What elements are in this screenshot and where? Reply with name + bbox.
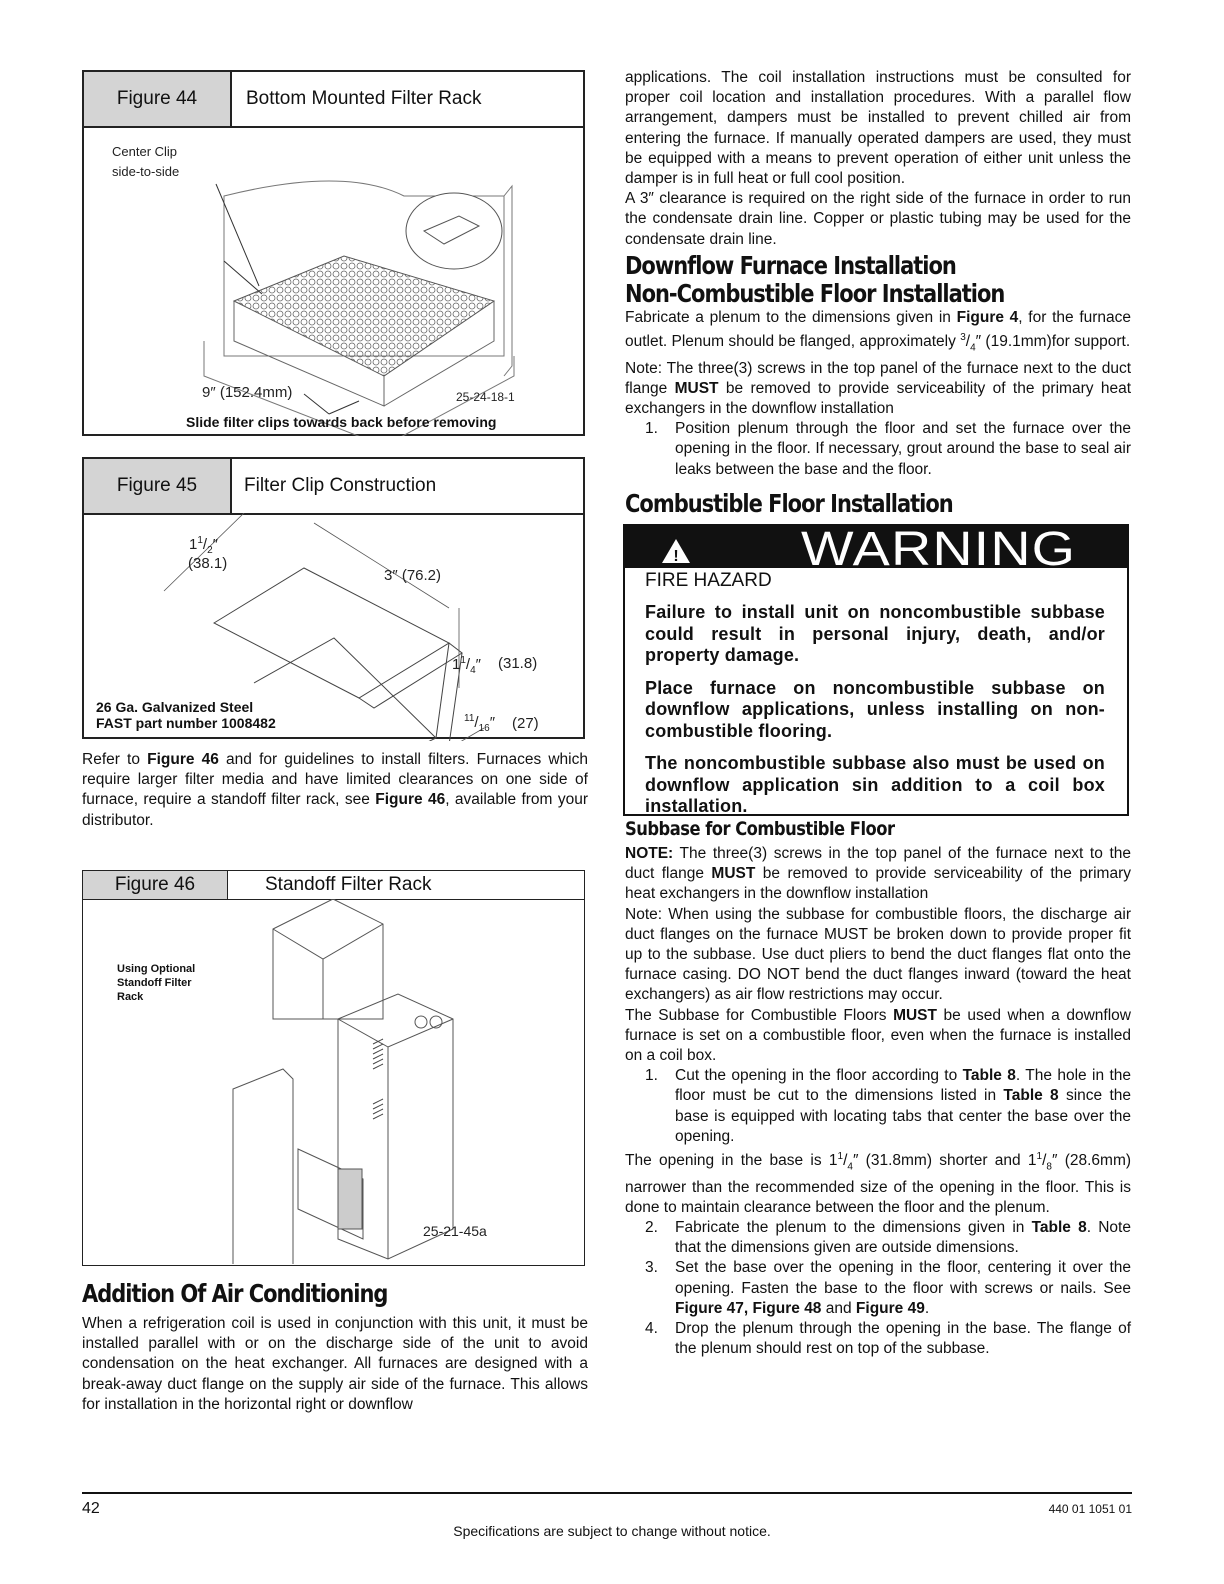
doc-number: 440 01 1051 01 — [1048, 1502, 1132, 1516]
dim-27: (27) — [512, 715, 539, 732]
heading-air-conditioning: Addition Of Air Conditioning — [82, 1279, 388, 1308]
standoff-filter-rack-drawing — [83, 899, 583, 1264]
footer-rule — [82, 1492, 1132, 1494]
air-conditioning-paragraph: When a refrigeration coil is used in conjunction with this unit, it must be installed parallel with or on the discharge side of the unit to avoid condensation on the heat exchanger. All furnaces are designed with a break-away duct flange on the supply air side of the furnace. This allows for installation in the horizontal right or downflow — [82, 1315, 588, 1413]
figure-44-tab: Figure 44 — [84, 72, 232, 126]
fabricate-paragraph: Fabricate a plenum to the dimensions given in Figure 4, for the furnace outlet. Plenum should be flanged, approximately $^3/_4''$ (19.1mm)for support. — [625, 309, 1132, 354]
figure-46-tab: Figure 46 — [83, 871, 228, 899]
fire-hazard-warning — [623, 524, 1129, 816]
svg-text:!: ! — [673, 548, 679, 564]
note-subbase-screws: NOTE: The three(3) screws in the top panel of the furnace next to the duct flange MUST be removed to provide serviceability of the primary heat exchangers in the downflow installation — [625, 845, 1131, 903]
subbase-step-2: 2. Fabricate the plenum to the dimensions given in Table 8. Note that the dimensions given are outside dimensions. — [645, 1218, 1131, 1257]
figure-44 — [82, 70, 585, 436]
note-duct-flanges: Note: When using the subbase for combustible floors, the discharge air duct flanges on the furnace MUST be broken down to provide proper fit up to the subbase. Use duct pliers to bend the duct flanges flat onto the furnace casing. DO NOT bend the duct flanges inward (toward the heat exchangers) as air flow restrictions may occur. — [625, 905, 1131, 1004]
figure-45-title: Filter Clip Construction — [244, 475, 437, 496]
warning-triangle-icon — [661, 538, 691, 564]
warning-para-2: Place furnace on noncombustible subbase on downflow applications, unless installing on non-combustible flooring. — [645, 677, 1105, 741]
warning-para-1: Failure to install unit on noncombustible subbase could result in personal injury, death, and/or property damage. — [645, 602, 1105, 665]
heading-non-combustible: Non-Combustible Floor Installation — [625, 279, 1005, 308]
material-label: 26 Ga. Galvanized Steel — [96, 699, 254, 715]
figure-45-header — [84, 459, 583, 515]
figure-45 — [82, 457, 585, 739]
subbase-step-1: 1. Cut the opening in the floor according to Table 8. The hole in the floor must be cut to the dimensions listed in Table 8 since the base is equipped with locating tabs that center the base over the opening. — [645, 1067, 1131, 1145]
warning-para-3: The noncombustible subbase also must be used on downflow application sin addition to a coil box installation. — [645, 753, 1105, 816]
dim-eleven-sixteenths: $^{11}/_{16}''$ — [464, 713, 495, 734]
warning-word: WARNING — [801, 523, 1077, 576]
optional-rack-label-3: Rack — [117, 991, 144, 1003]
dim-38: (38.1) — [188, 555, 228, 572]
figure-44-caption: Slide filter clips towards back before removing — [186, 414, 497, 430]
page-number: 42 — [82, 1500, 100, 1517]
figure-46-header — [83, 871, 584, 900]
figure-46-title: Standoff Filter Rack — [265, 874, 432, 895]
note-screws-paragraph: Note: The three(3) screws in the top panel of the furnace next to the duct flange MUST be removed to provide serviceability of the primary heat exchangers in the downflow installation — [625, 359, 1131, 418]
figure-45-tab: Figure 45 — [84, 459, 232, 513]
figure-44-header — [84, 72, 583, 128]
subbase-step-4: 4. Drop the plenum through the opening in the base. The flange of the plenum should rest on top of the subbase. — [645, 1319, 1131, 1358]
figure-44-title: Bottom Mounted Filter Rack — [246, 88, 482, 109]
optional-rack-label-2: Standoff Filter — [117, 977, 192, 989]
figure-44-dimension: 9″ (152.4mm) — [202, 384, 293, 401]
center-clip-label-1: Center Clip — [112, 144, 178, 159]
coil-paragraph: applications. The coil installation instructions must be consulted for proper coil location and installation procedures. With a parallel flow arrangement, dampers must be installed to prevent chilled air from entering the furnace. If manually operated dampers are used, they must be equipped with a means to prevent operation of either unit unless the damper is in full heat or full cool position. — [625, 69, 1131, 188]
figure-46 — [82, 870, 585, 1266]
warning-banner — [625, 523, 1127, 576]
footer-notice: Specifications are subject to change without notice. — [453, 1523, 771, 1539]
fire-hazard-label: FIRE HAZARD — [645, 570, 772, 591]
subbase-must-paragraph: The Subbase for Combustible Floors MUST be used when a downflow furnace is set on a combustible floor, even when the furnace is installed on a coil box. — [625, 1006, 1131, 1065]
figure-46-code: 25-21-45a — [423, 1223, 487, 1239]
optional-rack-label-1: Using Optional — [117, 963, 196, 975]
dim-76: 3″ (76.2) — [384, 567, 442, 584]
part-number-label: FAST part number 1008482 — [96, 715, 276, 731]
heading-downflow: Downflow Furnace Installation — [625, 251, 956, 280]
subbase-step-3: 3. Set the base over the opening in the floor, centering it over the opening. Fasten the base to the floor with screws or nails. See Figure 47, Figure 48 and Figure 49. — [645, 1259, 1131, 1317]
opening-paragraph: The opening in the base is $1^1/_4''$ (31.8mm) shorter and $1^1/_8''$ (28.6mm) narrower than the recommended size of the opening in the floor. This is done to maintain clearance between the floor and the plenum. — [625, 1151, 1132, 1216]
dim-one-quarter: $1^1/_4''$ — [452, 655, 481, 676]
heading-combustible: Combustible Floor Installation — [625, 489, 953, 518]
center-clip-label-2: side-to-side — [112, 164, 180, 179]
clearance-paragraph: A 3″ clearance is required on the right side of the furnace in order to run the condensate drain line. Copper or plastic tubing may be used for the condensate drain line. — [625, 190, 1131, 248]
figure-44-code: 25-24-18-1 — [456, 390, 515, 404]
dim-one-half: $1^1/_2''$ — [189, 535, 218, 556]
refer-paragraph: Refer to Figure 46 and for guidelines to install filters. Furnaces which require larger filter media and have limited clearances on one side of furnace, require a standoff filter rack, see Figure 46, available from your distributor. — [82, 751, 588, 829]
heading-subbase: Subbase for Combustible Floor — [625, 818, 895, 840]
dim-31: (31.8) — [498, 655, 538, 672]
non-combustible-step-1: 1. Position plenum through the floor and set the furnace over the opening in the floor. If necessary, grout around the base to seal air leaks between the base and the floor. — [645, 420, 1131, 478]
